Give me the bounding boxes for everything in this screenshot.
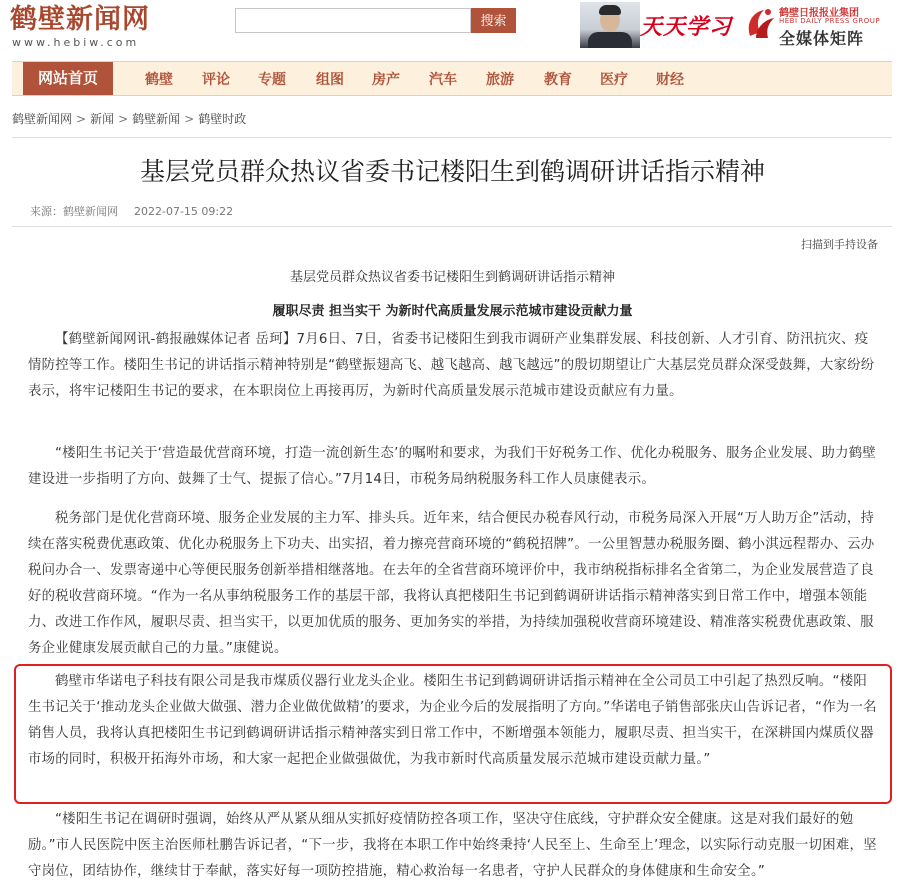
article-body-subtitle: 履职尽责 担当实干 为新时代高质量发展示范城市建设贡献力量 xyxy=(272,304,633,319)
search-button[interactable]: 搜索 xyxy=(471,8,516,33)
leader-portrait-image[interactable] xyxy=(580,2,640,48)
article-paragraph: “楼阳生书记关于‘营造最优营商环境，打造一流创新生态’的嘱咐和要求，为我们干好税务工作、优化办税服务、服务企业发展、助力鹤壁建设进一步指明了方向、鼓舞了士气、提振了信心。”7月14日，市税务局纳税服务科工作人员康健表示。 xyxy=(28,446,876,487)
divider xyxy=(12,226,892,227)
article-paragraph-highlighted: 鹤壁市华诺电子科技有限公司是我市煤质仪器行业龙头企业。楼阳生书记到鹤调研讲话指示精神在全公司员工中引起了热烈反响。“楼阳生书记关于‘推动龙头企业做大做强、潜力企业做优做精’的要求，为企业今后的发展指明了方向。”华诺电子销售部张庆山告诉记者，“作为一名销售人员，我将认真把楼阳生书记到鹤调研讲话指示精神落实到日常工作中，不断增强本领能力，履职尽责、担当实干，在深耕国内煤质仪器市场的同时，积极开拓海外市场，和大家一起把企业做强做优，为我市新时代高质量发展示范城市建设贡献力量。” xyxy=(28,674,877,767)
nav-item-gallery[interactable]: 组图 xyxy=(316,72,344,88)
press-group-slogan: 全媒体矩阵 xyxy=(779,29,865,48)
highlight-box xyxy=(14,664,892,804)
nav-item-topics[interactable]: 专题 xyxy=(258,72,286,88)
portrait-hair xyxy=(599,5,621,15)
nav-home[interactable]: 网站首页 xyxy=(23,62,113,95)
breadcrumb-item[interactable]: 新闻 xyxy=(90,112,115,126)
article-source: 来源：鹤壁新闻网 xyxy=(30,205,118,218)
article-paragraph: 【鹤壁新闻网讯-鹤报融媒体记者 岳珂】7月6日、7日，省委书记楼阳生到我市调研产业集群发展、科技创新、人才引育、防汛抗灾、疫情防控等工作。楼阳生书记的讲话指示精神特别是“鹤壁振翅高飞、越飞越高、越飞越远”的殷切期望让广大基层党员群众深受鼓舞，大家纷纷表示，将牢记楼阳生书记的要求，在本职岗位上再接再厉，为新时代高质量发展示范城市建设贡献应有力量。 xyxy=(28,332,875,399)
logo-url: www.hebiw.com xyxy=(12,36,140,49)
logo-title: 鹤壁新闻网 xyxy=(10,4,150,35)
press-group-logo-icon xyxy=(742,4,778,44)
nav-item-comment[interactable]: 评论 xyxy=(202,72,230,88)
nav-item-medical[interactable]: 医疗 xyxy=(600,72,628,88)
portrait-suit xyxy=(588,32,632,48)
site-logo[interactable] xyxy=(10,4,190,52)
breadcrumb-item[interactable]: 鹤壁时政 xyxy=(198,112,247,126)
article-time: 2022-07-15 09:22 xyxy=(134,205,234,218)
press-group-name-en: HEBI DAILY PRESS GROUP xyxy=(779,17,881,25)
article-paragraph: “楼阳生书记在调研时强调，始终从严从紧从细从实抓好疫情防控各项工作，坚决守住底线，守护群众安全健康。这是对我们最好的勉励。”市人民医院中医主治医师杜鹏告诉记者，“下一步，我将在本职工作中始终秉持‘人民至上、生命至上’理念，以实际行动克服一切困难，坚守岗位，团结协作，继续甘于奉献，落实好每一项防控措施，精心救治每一名患者，守护人民群众的身体健康和生命安全。” xyxy=(28,812,877,879)
article-body-title: 基层党员群众热议省委书记楼阳生到鹤调研讲话指示精神 xyxy=(289,270,615,285)
article-headline: 基层党员群众热议省委书记楼阳生到鹤调研讲话指示精神 xyxy=(139,157,765,186)
breadcrumb: 鹤壁新闻网 > 新闻 > 鹤壁新闻 > 鹤壁时政 xyxy=(12,112,247,126)
site-header xyxy=(0,0,905,58)
press-group-name: 鹤壁日报报业集团 xyxy=(779,8,859,19)
breadcrumb-item[interactable]: 鹤壁新闻网 xyxy=(12,112,73,126)
article-meta xyxy=(30,205,233,219)
breadcrumb-item[interactable]: 鹤壁新闻 xyxy=(132,112,181,126)
article-paragraph: 税务部门是优化营商环境、服务企业发展的主力军、排头兵。近年来，结合便民办税春风行动，市税务局深入开展“万人助万企”活动，持续在落实税费优惠政策、优化办税服务上下功夫、出实招，着力擦亮营商环境的“鹤税招牌”。一公里智慧办税服务圈、鹤小淇远程帮办、云办税问办合一、发票寄递中心等便民服务创新举措相继落地。在去年的全省营商环境评价中，我市纳税指标排名全省第二，为企业发展营造了良好的税收营商环境。“作为一名从事纳税服务工作的基层干部，我将认真把楼阳生书记到鹤调研讲话指示精神落实到日常工作中，增强本领能力、改进工作作风，履职尽责、担当实干，以更加优质的服务、更加务实的举措，为持续加强税收营商环境建设、精准落实税费优惠政策、服务企业健康发展贡献自己的力量。”康健说。 xyxy=(28,511,875,656)
nav-item-auto[interactable]: 汽车 xyxy=(429,72,457,88)
qr-scan-link[interactable]: 扫描到手持设备 xyxy=(801,238,878,251)
nav-item-education[interactable]: 教育 xyxy=(544,72,572,88)
nav-item-travel[interactable]: 旅游 xyxy=(486,72,514,88)
search-input[interactable] xyxy=(235,8,471,33)
nav-item-hebi[interactable]: 鹤壁 xyxy=(145,72,173,88)
daily-study-banner[interactable]: 天天学习 xyxy=(640,14,733,40)
divider xyxy=(12,137,892,138)
nav-item-property[interactable]: 房产 xyxy=(372,72,400,88)
nav-item-finance[interactable]: 财经 xyxy=(656,72,684,88)
